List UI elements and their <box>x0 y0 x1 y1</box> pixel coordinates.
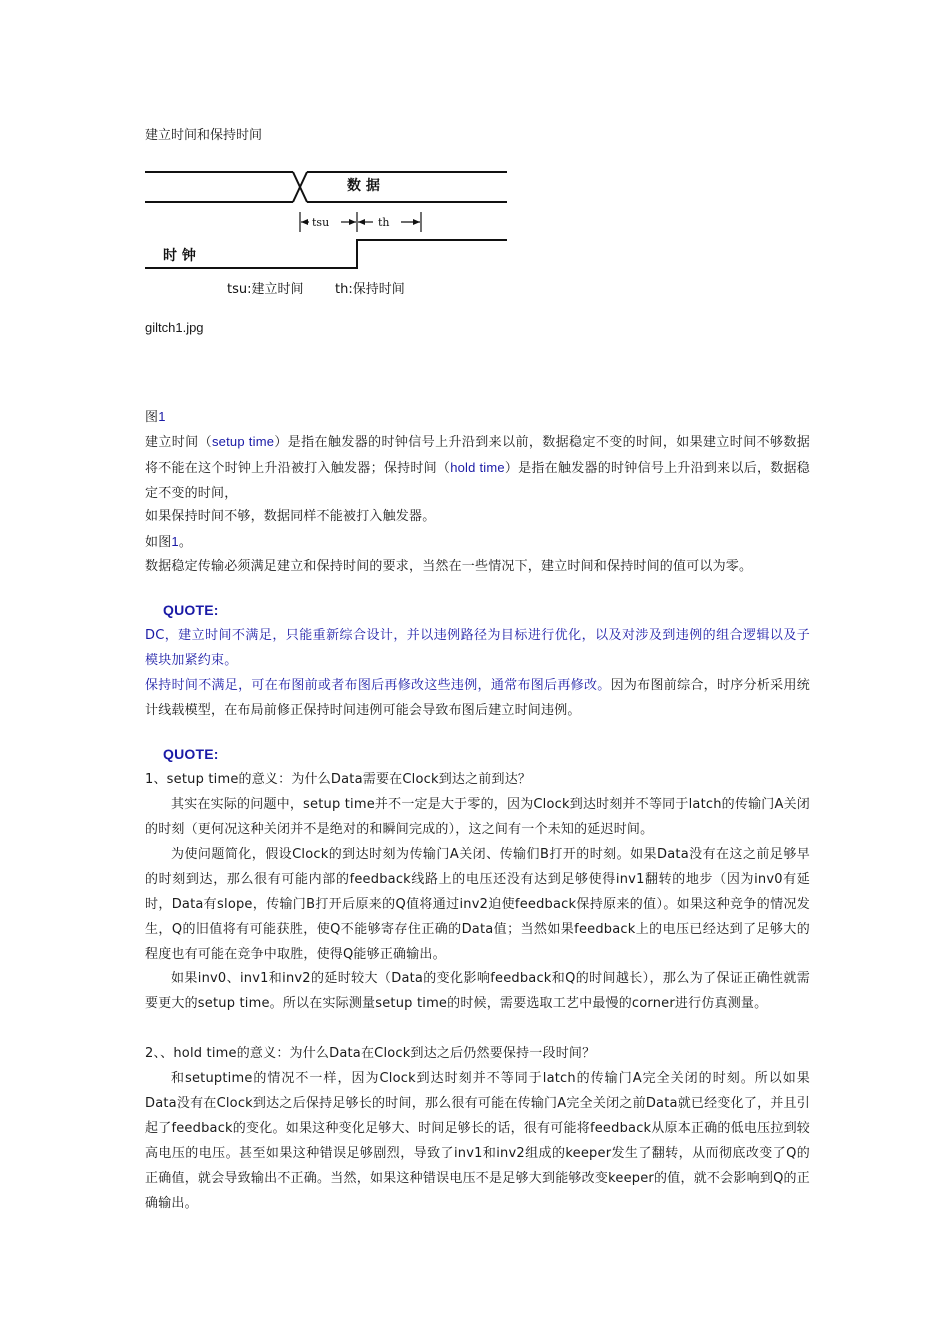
quote-label-2: QUOTE: <box>163 746 219 762</box>
image-filename: giltch1.jpg <box>145 320 204 335</box>
quote1-line1: DC，建立时间不满足，只能重新综合设计，并以违例路径为目标进行优化，以及对涉及到违例的组合逻辑以及子模块加紧约束。 <box>145 628 810 668</box>
paragraph-see-figure: 如图1。 <box>145 534 193 550</box>
data-label: 数 据 <box>347 178 380 194</box>
legend-th: th:保持时间 <box>335 282 405 297</box>
clock-waveform <box>145 240 507 268</box>
arrowhead-tsu-right <box>349 219 356 225</box>
section1-paragraph3: 如果inv0、inv1和inv2的延时较大（Data的变化影响feedback和Q的时间越长），那么为了保证正确性就需要更大的setup time。所以在实际测量setup time的时候，需要选取工艺中最慢的corner进行仿真测量。 <box>145 971 810 1011</box>
paragraph-hold-insufficient: 如果保持时间不够，数据同样不能被打入触发器。 <box>145 509 436 524</box>
quote1-line2: 保持时间不满足，可在布图前或者布图后再修改这些违例，通常布图后再修改。因为布图前综合，时序分析采用统计线载模型，在布局前修正保持时间违例可能会导致布图后建立时间违例。 <box>145 678 810 718</box>
section2-heading: 2、、hold time的意义：为什么Data在Clock到达之后仍然要保持一段时间？ <box>145 1046 596 1061</box>
paragraph-requirement: 数据稳定传输必须满足建立和保持时间的要求，当然在一些情况下，建立时间和保持时间的值可以为零。 <box>145 559 753 574</box>
th-mark: th <box>378 216 390 229</box>
legend-tsu: tsu:建立时间 <box>227 282 304 297</box>
arrowhead-tsu-left <box>301 219 308 225</box>
timing-diagram <box>145 160 515 310</box>
section2-paragraph1: 和setuptime的情况不一样，因为Clock到达时刻并不等同于latch的传输门A完全关闭的时刻。所以如果Data没有在Clock到达之后保持足够长的时间，那么很有可能在传输门A完全关闭之前Data就已经变化了，并且引起了feedback的变化。如果这种变化足够大、时间足够长的话，很有可能将feedback从原本正确的低电压拉到较高电压的电压。甚至如果这种错误足够剧烈，导致了inv1和inv2组成的keeper发生了翻转，从而彻底改变了Q的正确值，就会导致输出不正确。当然，如果这种错误电压不是足够大到能够改变keeper的值，就不会影响到Q的正确输出。 <box>145 1071 810 1211</box>
page-title: 建立时间和保持时间 <box>145 128 263 143</box>
section1-paragraph2: 为使问题简化，假设Clock的到达时刻为传输门A关闭、传输们B打开的时刻。如果Data没有在这之前足够早的时刻到达，那么很有可能内部的feedback线路上的电压还没有达到足够使得inv1翻转的地步（因为inv0有延时，Data有slope，传输门B打开后原来的Q值将通过inv2迫使feedback保持原来的值）。如果这种竞争的情况发生，Q的旧值将有可能获胜，使Q不能够寄存住正确的Data值；当然如果feedback上的电压已经达到了足够大的程度也有可能在竞争中取胜，使得Q能够正确输出。 <box>145 847 810 962</box>
tsu-mark: tsu <box>312 216 330 229</box>
clock-label: 时 钟 <box>163 248 196 264</box>
paragraph-definition: 建立时间（setup time）是指在触发器的时钟信号上升沿到来以前，数据稳定不变的时间，如果建立时间不够数据将不能在这个时钟上升沿被打入触发器；保持时间（hold time）是指在触发器的时钟信号上升沿到来以后，数据稳定不变的时间， <box>145 434 810 501</box>
arrowhead-th-right <box>413 219 420 225</box>
arrowhead-th-left <box>358 219 365 225</box>
quote-label-1: QUOTE: <box>163 602 219 618</box>
section1-heading: 1、setup time的意义：为什么Data需要在Clock到达之前到达？ <box>145 772 532 787</box>
section1-paragraph1: 其实在实际的问题中，setup time并不一定是大于零的，因为Clock到达时刻并不等同于latch的传输门A关闭的时刻（更何况这种关闭并不是绝对的和瞬间完成的），这之间有一个未知的延迟时间。 <box>145 797 810 837</box>
figure-caption: 图1 <box>145 409 166 425</box>
